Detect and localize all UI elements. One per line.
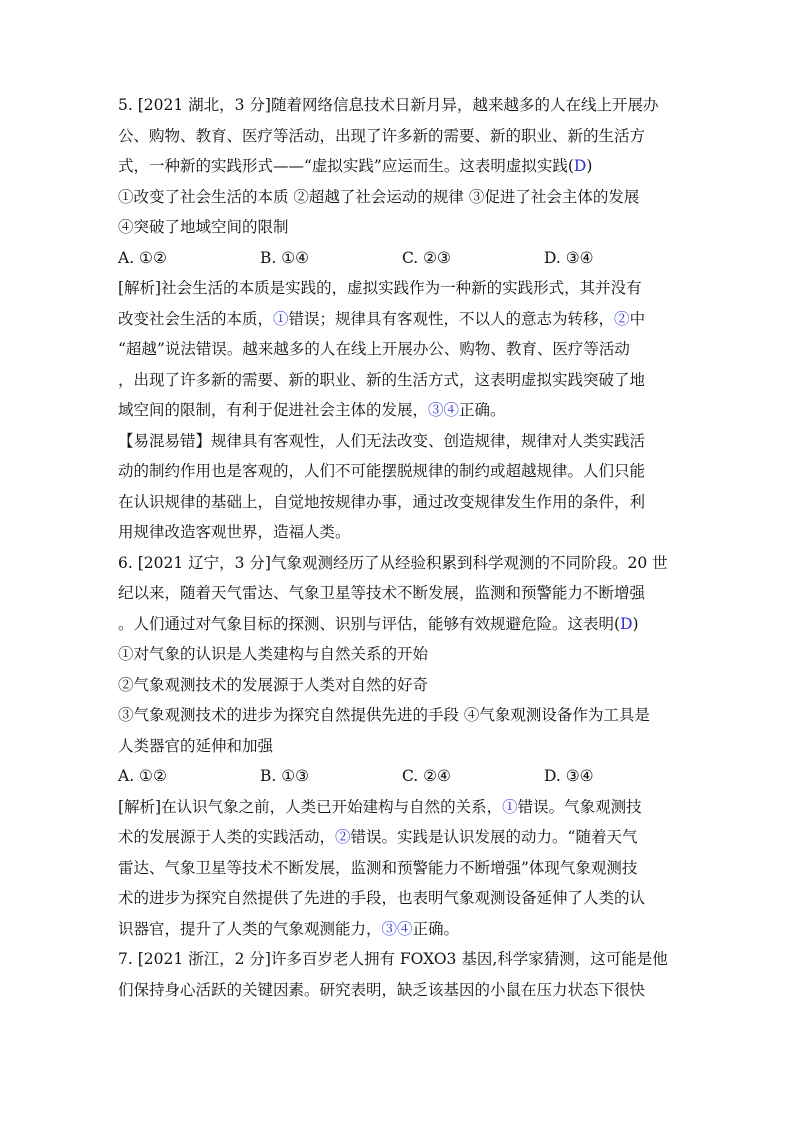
q6-statement: ②气象观测技术的发展源于人类对自然的好奇	[118, 675, 429, 694]
q6-statement: ③气象观测技术的进步为探究自然提供先进的手段 ④气象观测设备作为工具是	[118, 706, 650, 724]
q5-analysis-line: 改变社会生活的本质，①错误；规律具有客观性，不以人的意志为转移，②中	[118, 309, 646, 328]
q5-analysis-line: ，出现了许多新的需要、新的职业、新的生活方式，这表明虚拟实践突破了地	[118, 370, 646, 389]
q5-tip-line: 【易混易错】规律具有客观性，人们无法改变、创造规律，规律对人类实践活	[118, 431, 646, 450]
q6-stem-line: 6. [2021 辽宁，3 分]气象观测经历了从经验积累到科学观测的不同阶段。20 世	[118, 553, 668, 572]
q6-analysis-line: 识器官，提升了人类的气象观测能力，③④正确。	[118, 919, 460, 938]
q5-analysis-line: 域空间的限制，有利于促进社会主体的发展，③④正确。	[118, 401, 506, 419]
q5-statement: ④突破了地域空间的限制	[118, 218, 289, 236]
q6-option-a: A. ①②	[118, 767, 167, 785]
q5-tip-line: 动的制约作用也是客观的，人们不可能摆脱规律的制约或超越规律。人们只能	[118, 462, 646, 480]
q5-option-d: D. ③④	[544, 248, 594, 267]
q5-statement: ①改变了社会生活的本质 ②超越了社会运动的规律 ③促进了社会主体的发展	[118, 187, 640, 206]
q5-analysis-line: [解析]社会生活的本质是实践的，虚拟实践作为一种新的实践形式，其并没有	[118, 279, 642, 297]
q6-option-b: B. ①③	[260, 767, 310, 785]
q6-stem-line: 。人们通过对气象目标的探测、识别与评估，能够有效规避危险。这表明(D)	[118, 614, 639, 633]
q5-stem-line: 5. [2021 湖北，3 分]随着网络信息技术日新月异，越来越多的人在线上开展办	[118, 96, 659, 114]
q6-analysis-line: [解析]在认识气象之前，人类已开始建构与自然的关系，①错误。气象观测技	[118, 797, 642, 816]
q5-answer: D	[573, 157, 587, 175]
document-page	[118, 90, 683, 1005]
q7-stem-line: 们保持身心活跃的关键因素。研究表明，缺乏该基因的小鼠在压力状态下很快	[118, 980, 646, 999]
q5-stem-line: 式，一种新的实践形式——“虚拟实践”应运而生。这表明虚拟实践(D)	[118, 157, 593, 175]
q6-statement: ①对气象的认识是人类建构与自然关系的开始	[118, 645, 429, 663]
q6-analysis-line: 术的发展源于人类的实践活动，②错误。实践是认识发展的动力。“随着天气	[118, 828, 638, 846]
q6-option-c: C. ②④	[402, 767, 451, 785]
q5-stem-line: 公、购物、教育、医疗等活动，出现了许多新的需要、新的职业、新的生活方	[118, 126, 646, 145]
q5-tip-line: 用规律改造客观世界，造福人类。	[118, 523, 351, 541]
q6-options	[118, 761, 683, 792]
q6-statement: 人类器官的延伸和加强	[118, 736, 274, 755]
q5-option-c: C. ②③	[402, 248, 451, 267]
q5-option-b: B. ①④	[260, 248, 310, 267]
q5-analysis-line: “超越”说法错误。越来越多的人在线上开展办公、购物、教育、医疗等活动	[118, 340, 630, 358]
q5-tip-line: 在认识规律的基础上，自觉地按规律办事，通过改变规律发生作用的条件，利	[118, 492, 646, 511]
q6-answer: D	[620, 614, 633, 633]
q6-analysis-line: 术的进步为探究自然提供了先进的手段，也表明气象观测设备延伸了人类的认	[118, 889, 646, 907]
q6-analysis-line: 雷达、气象卫星等技术不断发展，监测和预警能力不断增强”体现气象观测技	[118, 858, 638, 877]
q6-stem-line: 纪以来，随着天气雷达、气象卫星等技术不断发展，监测和预警能力不断增强	[118, 584, 646, 602]
q5-options	[118, 243, 683, 274]
q5-option-a: A. ①②	[118, 248, 167, 267]
q6-option-d: D. ③④	[544, 767, 594, 785]
q7-stem-line: 7. [2021 浙江，2 分]许多百岁老人拥有 FOXO3 基因,科学家猜测，这可能是他	[118, 950, 668, 968]
